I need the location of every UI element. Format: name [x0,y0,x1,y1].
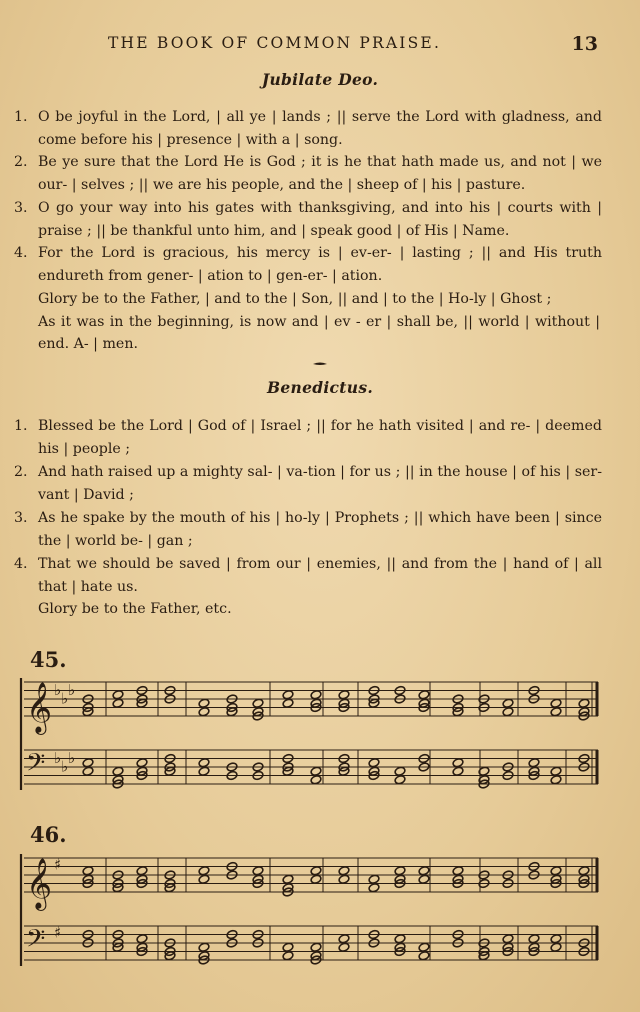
jubilate-verse-2 [14,151,602,196]
verse-number: 1. [14,109,28,125]
verse-text: For the Lord is gracious, his mercy is | ev-er- | lasting ; || and His truth endureth from gener- | ation to | gen-er- | ation. [38,245,602,284]
benedictus-verse-4 [14,553,602,598]
benedictus-verse-3 [14,507,602,552]
tune-number-46: 46. [30,822,67,847]
jubilate-verse-4 [14,242,602,287]
jubilate-verse-3 [14,197,602,242]
flat-icon: ♭ [68,680,76,699]
bass-staff [24,749,598,790]
verse-text: Blessed be the Lord | God of | Israel ; || for he hath visited | and re- | deemed his | people ; [38,418,602,457]
flat-icon: ♭ [61,689,69,708]
tune-number-45: 45. [30,647,67,672]
benedictus-heading: Benedictus. [266,378,374,397]
page-number: 13 [571,33,598,55]
verse-text: That we should be saved | from our | enemies, || and from the | hand of | all that | hate us. [38,556,602,595]
gloria-line-1: Glory be to the Father, | and to the | Son, || and | to the | Ho-ly | Ghost ; [38,291,552,307]
jubilate-gloria [38,288,600,356]
benedictus-verse-1 [14,415,602,460]
chant-score-46 [18,846,608,976]
gloria-line-2: As it was in the beginning, is now and | ev - er | shall be, || world | without | end. A- | men. [38,313,600,353]
sharp-icon: ♯ [54,855,62,874]
flat-icon: ♭ [68,748,76,767]
verse-text: O go your way into his gates with thanksgiving, and into his | courts with | praise ; || be thankful unto him, and | speak good | of His | Name. [38,200,602,239]
verse-number: 2. [14,464,28,480]
bass-clef-icon: 𝄢 [26,748,46,784]
jubilate-heading: Jubilate Deo. [261,70,379,89]
benedictus-verse-2 [14,461,602,506]
verse-text: As he spake by the mouth of his | ho-ly | Prophets ; || which have been | since the | world be- | gan ; [38,510,602,549]
verse-number: 3. [14,200,28,216]
treble-staff [24,856,598,912]
verse-text: And hath raised up a mighty sal- | va-tion | for us ; || in the house | of his | ser-vant | David ; [38,464,602,503]
verse-number: 1. [14,418,28,434]
bass-clef-icon: 𝄢 [26,924,46,960]
benedictus-gloria: Glory be to the Father, etc. [38,601,232,617]
verse-text: O be joyful in the Lord, | all ye | lands ; || serve the Lord with gladness, and come before his | presence | with a | song. [38,109,602,148]
verse-number: 2. [14,154,28,170]
flat-icon: ♭ [61,757,69,776]
flat-icon: ♭ [54,748,62,767]
jubilate-verse-1 [14,106,602,151]
chant-score-45 [18,670,608,800]
treble-staff [24,681,598,735]
ornament-dash [312,360,328,368]
verse-number: 4. [14,245,28,261]
verse-number: 3. [14,510,28,526]
sharp-icon: ♯ [54,923,62,942]
running-title: THE BOOK OF COMMON PRAISE. [108,34,442,52]
flat-icon: ♭ [54,680,62,699]
bass-staff [24,924,598,966]
treble-clef-icon: 𝄞 [26,682,53,733]
verse-number: 4. [14,556,28,572]
verse-text: Be ye sure that the Lord He is God ; it is he that hath made us, and not | we our- | selves ; || we are his people, and the | sheep of | his | pasture. [38,154,602,193]
running-head [0,34,640,56]
treble-clef-icon: 𝄞 [26,858,53,909]
